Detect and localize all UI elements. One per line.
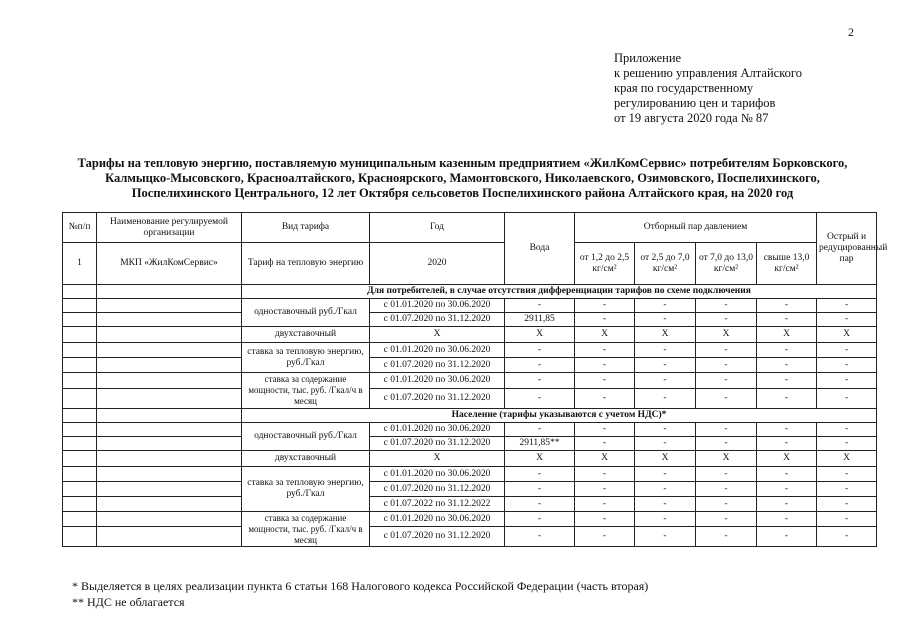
appendix-line: Приложение	[614, 51, 682, 65]
value-cell: -	[817, 299, 877, 313]
value-cell: -	[817, 512, 877, 527]
value-cell: -	[575, 482, 635, 497]
section-row	[63, 409, 877, 423]
value-cell: -	[696, 482, 757, 497]
value-cell: -	[575, 313, 635, 327]
row-label: двухставочный	[242, 327, 370, 343]
value-cell: -	[635, 299, 696, 313]
value-cell: Х	[757, 327, 817, 343]
org-row	[63, 243, 877, 285]
value-cell: -	[817, 313, 877, 327]
section-row	[63, 285, 877, 299]
value-cell: -	[575, 437, 635, 451]
table-row	[63, 327, 877, 343]
section-title: Население (тарифы указываются с учетом НДС)*	[242, 409, 877, 423]
org-year: 2020	[370, 243, 505, 285]
table-row	[63, 512, 877, 527]
value-cell: -	[505, 299, 575, 313]
value-cell: -	[696, 527, 757, 547]
value-cell: -	[696, 437, 757, 451]
value-cell: -	[757, 299, 817, 313]
appendix-block	[614, 51, 802, 126]
value-cell: Х	[635, 327, 696, 343]
value-cell: -	[575, 373, 635, 389]
value-cell: -	[505, 423, 575, 437]
value-cell: -	[696, 299, 757, 313]
value-cell: -	[505, 527, 575, 547]
period-cell: с 01.07.2020 по 31.12.2020	[370, 527, 505, 547]
value-cell: -	[575, 467, 635, 482]
row-label: ставка за тепловую энергию, руб./Гкал	[242, 343, 370, 373]
row-label: одноставочный руб./Гкал	[242, 423, 370, 451]
value-cell: -	[817, 527, 877, 547]
value-cell: -	[757, 467, 817, 482]
value-cell: -	[635, 373, 696, 389]
value-cell: -	[635, 497, 696, 512]
period-cell: с 01.07.2020 по 31.12.2020	[370, 482, 505, 497]
footnote: * Выделяется в целях реализации пункта 6 статьи 168 Налогового кодекса Российской Федерации (часть вторая)	[72, 579, 649, 593]
value-cell: -	[635, 423, 696, 437]
row-label: одноставочный руб./Гкал	[242, 299, 370, 327]
value-cell: Х	[370, 451, 505, 467]
value-cell: Х	[696, 327, 757, 343]
header-steam-col-1: от 1,2 до 2,5 кг/см²	[575, 243, 635, 285]
section-title: Для потребителей, в случае отсутствия дифференциации тарифов по схеме подключения	[242, 285, 877, 299]
value-cell: -	[757, 373, 817, 389]
row-label: ставка за содержание мощности, тыс. руб. /Гкал/ч в месяц	[242, 373, 370, 409]
org-tariff-kind: Тариф на тепловую энергию	[242, 243, 370, 285]
value-cell: -	[575, 423, 635, 437]
period-cell: с 01.01.2020 по 30.06.2020	[370, 467, 505, 482]
period-cell: с 01.01.2020 по 30.06.2020	[370, 373, 505, 389]
value-cell: -	[757, 512, 817, 527]
water-value: 2911,85**	[505, 437, 575, 451]
value-cell: -	[696, 497, 757, 512]
value-cell: -	[505, 373, 575, 389]
value-cell: -	[817, 389, 877, 409]
header-steam: Отборный пар давлением	[575, 213, 817, 243]
title-line: Поспелихинского Центрального, 12 лет Октября сельсоветов Поспелихинского района Алтайского края, на 2020 год	[131, 186, 794, 200]
value-cell: -	[696, 343, 757, 358]
header-org: Наименование регулируемой организации	[97, 213, 242, 243]
value-cell: -	[575, 497, 635, 512]
value-cell: -	[757, 343, 817, 358]
value-cell: -	[635, 512, 696, 527]
water-value: 2911,85	[505, 313, 575, 327]
period-cell: с 01.01.2020 по 30.06.2020	[370, 299, 505, 313]
table-header-row	[63, 213, 877, 243]
table-row	[63, 467, 877, 482]
value-cell: -	[575, 527, 635, 547]
value-cell: -	[575, 299, 635, 313]
org-name: МКП «ЖилКомСервис»	[97, 243, 242, 285]
table-row	[63, 451, 877, 467]
value-cell: -	[757, 389, 817, 409]
value-cell: -	[757, 313, 817, 327]
value-cell: -	[817, 497, 877, 512]
appendix-line: края по государственному	[614, 81, 754, 95]
table-row	[63, 358, 877, 373]
value-cell: -	[696, 423, 757, 437]
period-cell: с 01.07.2020 по 31.12.2020	[370, 358, 505, 373]
value-cell: -	[635, 437, 696, 451]
value-cell: -	[757, 437, 817, 451]
title-line: Калмыцко-Мысовского, Красноалтайского, Красноярского, Мамонтовского, Николаевского, Озимовского, Поспелихинского,	[105, 171, 820, 185]
header-steam-col-2: от 2,5 до 7,0 кг/см²	[635, 243, 696, 285]
table-row	[63, 389, 877, 409]
header-num: №п/п	[63, 213, 97, 243]
table-row	[63, 497, 877, 512]
value-cell: -	[575, 389, 635, 409]
appendix-line: к решению управления Алтайского	[614, 66, 802, 80]
value-cell: -	[635, 343, 696, 358]
table-row	[63, 299, 877, 313]
title-line: Тарифы на тепловую энергию, поставляемую муниципальным казенным предприятием «ЖилКомСервис» потребителям Борковского,	[77, 156, 848, 170]
value-cell: Х	[370, 327, 505, 343]
header-year: Год	[370, 213, 505, 243]
value-cell: -	[635, 527, 696, 547]
period-cell: с 01.07.2020 по 31.12.2020	[370, 313, 505, 327]
appendix-line: от 19 августа 2020 года № 87	[614, 111, 769, 125]
value-cell: -	[505, 482, 575, 497]
value-cell: -	[696, 358, 757, 373]
value-cell: -	[505, 512, 575, 527]
value-cell: Х	[817, 451, 877, 467]
value-cell: -	[817, 358, 877, 373]
period-cell: с 01.07.2020 по 31.12.2020	[370, 389, 505, 409]
value-cell: -	[757, 423, 817, 437]
value-cell: Х	[635, 451, 696, 467]
value-cell: -	[696, 389, 757, 409]
value-cell: -	[575, 343, 635, 358]
value-cell: -	[757, 358, 817, 373]
header-kind: Вид тарифа	[242, 213, 370, 243]
row-label: ставка за содержание мощности, тыс. руб. /Гкал/ч в месяц	[242, 512, 370, 547]
header-water: Вода	[505, 213, 575, 285]
value-cell: -	[635, 389, 696, 409]
value-cell: -	[635, 358, 696, 373]
header-steam-col-4: свыше 13,0 кг/см²	[757, 243, 817, 285]
value-cell: -	[817, 437, 877, 451]
value-cell: Х	[505, 451, 575, 467]
value-cell: -	[757, 527, 817, 547]
value-cell: -	[817, 373, 877, 389]
value-cell: Х	[817, 327, 877, 343]
table-row	[63, 313, 877, 327]
table-row	[63, 423, 877, 437]
value-cell: -	[696, 313, 757, 327]
value-cell: -	[505, 343, 575, 358]
footnote: ** НДС не облагается	[72, 595, 185, 609]
table-row	[63, 527, 877, 547]
value-cell: Х	[757, 451, 817, 467]
value-cell: -	[817, 482, 877, 497]
table-row	[63, 482, 877, 497]
value-cell: -	[575, 512, 635, 527]
value-cell: -	[757, 482, 817, 497]
period-cell: с 01.07.2020 по 31.12.2020	[370, 437, 505, 451]
value-cell: -	[635, 467, 696, 482]
document-title	[40, 156, 885, 201]
page-number: 2	[848, 25, 854, 39]
value-cell: Х	[575, 451, 635, 467]
table-row	[63, 343, 877, 358]
value-cell: -	[817, 467, 877, 482]
value-cell: -	[575, 358, 635, 373]
value-cell: -	[635, 313, 696, 327]
table-row	[63, 437, 877, 451]
value-cell: -	[505, 467, 575, 482]
value-cell: -	[696, 467, 757, 482]
header-steam-col-3: от 7,0 до 13,0 кг/см²	[696, 243, 757, 285]
org-num: 1	[63, 243, 97, 285]
value-cell: Х	[696, 451, 757, 467]
period-cell: с 01.01.2020 по 30.06.2020	[370, 423, 505, 437]
header-sharp-steam: Острый и редуцированный пар	[817, 213, 877, 285]
tariff-table	[62, 212, 888, 547]
value-cell: -	[757, 497, 817, 512]
value-cell: -	[505, 497, 575, 512]
value-cell: -	[505, 358, 575, 373]
value-cell: -	[817, 423, 877, 437]
row-label: двухставочный	[242, 451, 370, 467]
value-cell: -	[696, 373, 757, 389]
period-cell: с 01.01.2020 по 30.06.2020	[370, 343, 505, 358]
row-label: ставка за тепловую энергию, руб./Гкал	[242, 467, 370, 512]
value-cell: -	[817, 343, 877, 358]
value-cell: -	[635, 482, 696, 497]
appendix-line: регулированию цен и тарифов	[614, 96, 776, 110]
value-cell: -	[696, 512, 757, 527]
value-cell: Х	[505, 327, 575, 343]
value-cell: -	[505, 389, 575, 409]
period-cell: с 01.07.2022 по 31.12.2022	[370, 497, 505, 512]
value-cell: Х	[575, 327, 635, 343]
footnotes	[72, 578, 648, 610]
period-cell: с 01.01.2020 по 30.06.2020	[370, 512, 505, 527]
table-row	[63, 373, 877, 389]
